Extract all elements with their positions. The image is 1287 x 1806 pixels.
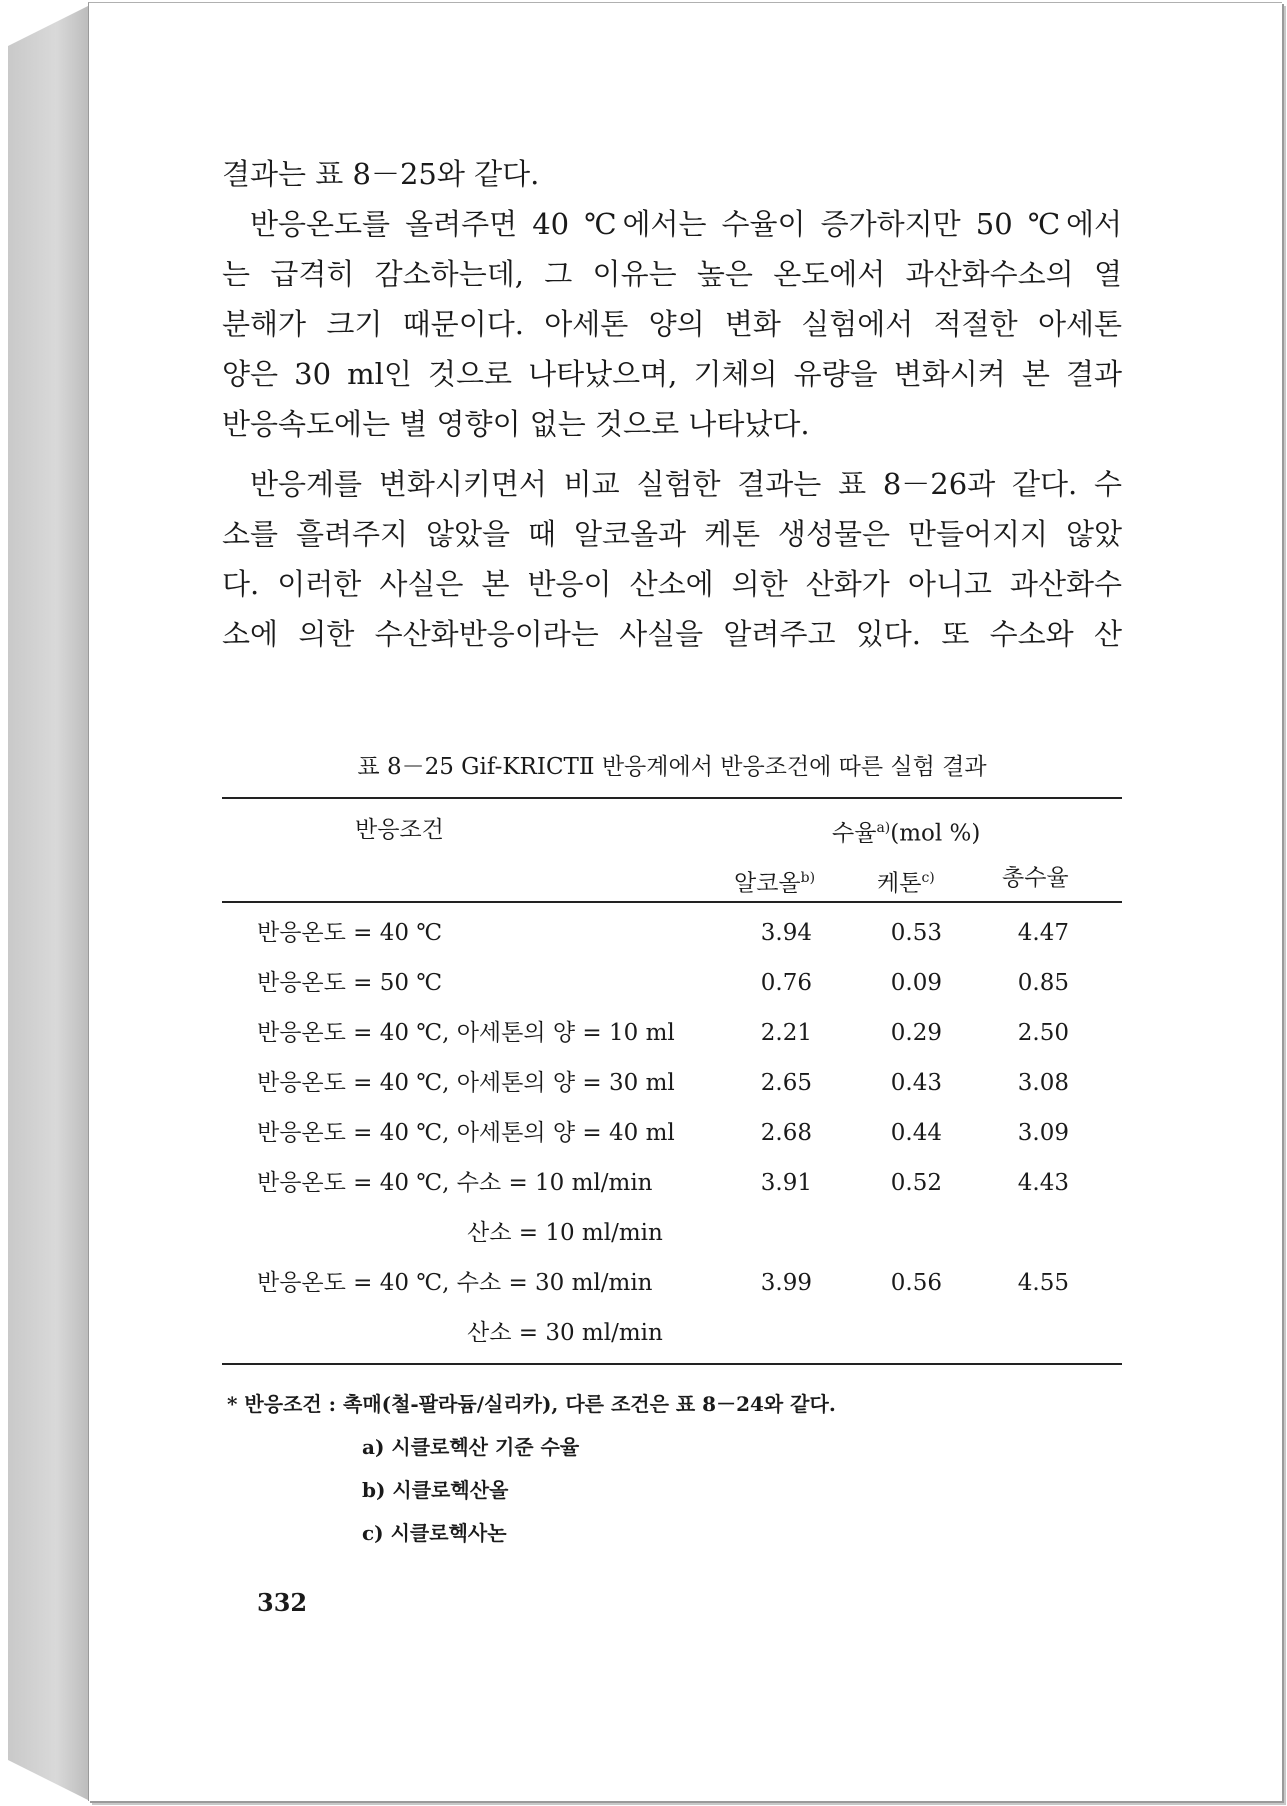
header-yield-label: 수율	[832, 820, 877, 847]
footnote-c: c) 시클로헥사논	[362, 1521, 507, 1545]
cell-condition-continued: 산소 = 10 ml/min	[467, 1220, 663, 1246]
cell-ketone: 0.09	[890, 970, 942, 996]
body-line: 소에 의한 수산화반응이라는 사실을 알려주고 있다. 또 수소와 산	[222, 617, 1122, 651]
cell-condition-continued: 산소 = 30 ml/min	[467, 1320, 663, 1346]
cell-total: 2.50	[1017, 1020, 1069, 1046]
page-number: 332	[257, 1588, 308, 1617]
cell-total: 4.43	[1017, 1170, 1069, 1196]
header-alcohol-sup: b)	[800, 870, 816, 886]
header-condition: 반응조건	[355, 817, 444, 843]
footnote-b: b) 시클로헥산올	[362, 1478, 509, 1502]
header-ketone-label: 케톤	[877, 870, 922, 897]
cell-condition: 반응온도 = 40 ℃, 수소 = 10 ml/min	[257, 1170, 653, 1196]
body-line: 양은 30 ml인 것으로 나타났으며, 기체의 유량을 변화시켜 본 결과	[222, 357, 1122, 391]
header-total: 총수율	[1002, 865, 1069, 891]
cell-alcohol: 2.68	[760, 1120, 812, 1146]
header-ketone-sup: c)	[921, 870, 935, 886]
table-bottom-rule	[222, 1363, 1122, 1365]
table-caption: 표 8－25 Gif-KRICTⅡ 반응계에서 반응조건에 따른 실험 결과	[357, 754, 987, 780]
cell-alcohol: 3.94	[760, 920, 812, 946]
table-top-rule	[222, 797, 1122, 799]
cell-ketone: 0.44	[890, 1120, 942, 1146]
cell-alcohol: 3.91	[760, 1170, 812, 1196]
cell-condition: 반응온도 = 40 ℃	[257, 920, 443, 946]
cell-alcohol: 2.21	[760, 1020, 812, 1046]
cell-total: 0.85	[1017, 970, 1069, 996]
cell-ketone: 0.43	[890, 1070, 942, 1096]
cell-total: 3.08	[1017, 1070, 1069, 1096]
cell-total: 4.55	[1017, 1270, 1069, 1296]
body-line: 반응계를 변화시키면서 비교 실험한 결과는 표 8－26과 같다. 수	[250, 467, 1122, 501]
header-alcohol-label: 알코올	[734, 870, 801, 897]
body-line: 반응온도를 올려주면 40 ℃에서는 수율이 증가하지만 50 ℃에서	[250, 207, 1122, 241]
body-line: 분해가 크기 때문이다. 아세톤 양의 변화 실험에서 적절한 아세톤	[222, 307, 1122, 341]
table-header-rule	[222, 901, 1122, 903]
cell-ketone: 0.29	[890, 1020, 942, 1046]
cell-total: 4.47	[1017, 920, 1069, 946]
body-line: 다. 이러한 사실은 본 반응이 산소에 의한 산화가 아니고 과산화수	[222, 567, 1122, 601]
body-line: 는 급격히 감소하는데, 그 이유는 높은 온도에서 과산화수소의 열	[222, 257, 1122, 291]
body-line: 소를 흘려주지 않았을 때 알코올과 케톤 생성물은 만들어지지 않았	[222, 517, 1122, 551]
cell-condition: 반응온도 = 40 ℃, 아세톤의 양 = 10 ml	[257, 1020, 675, 1046]
header-yield-sup: a)	[876, 820, 891, 836]
book-page	[88, 2, 1282, 1801]
cell-alcohol: 0.76	[760, 970, 812, 996]
cell-condition: 반응온도 = 40 ℃, 수소 = 30 ml/min	[257, 1270, 653, 1296]
cell-total: 3.09	[1017, 1120, 1069, 1146]
cell-ketone: 0.56	[890, 1270, 942, 1296]
cell-ketone: 0.53	[890, 920, 942, 946]
book-spine-shading	[8, 6, 88, 1800]
footnote-a: a) 시클로헥산 기준 수율	[362, 1435, 580, 1459]
cell-alcohol: 2.65	[760, 1070, 812, 1096]
cell-ketone: 0.52	[890, 1170, 942, 1196]
footnote-main: * 반응조건 : 촉매(철-팔라듐/실리카), 다른 조건은 표 8－24와 같다.	[227, 1392, 836, 1416]
cell-condition: 반응온도 = 40 ℃, 아세톤의 양 = 30 ml	[257, 1070, 675, 1096]
header-yield-unit: (mol %)	[890, 820, 981, 847]
body-line: 결과는 표 8－25와 같다.	[222, 157, 540, 191]
body-line: 반응속도에는 별 영향이 없는 것으로 나타났다.	[222, 407, 810, 441]
header-yield	[832, 803, 980, 859]
cell-alcohol: 3.99	[760, 1270, 812, 1296]
cell-condition: 반응온도 = 50 ℃	[257, 970, 443, 996]
cell-condition: 반응온도 = 40 ℃, 아세톤의 양 = 40 ml	[257, 1120, 675, 1146]
